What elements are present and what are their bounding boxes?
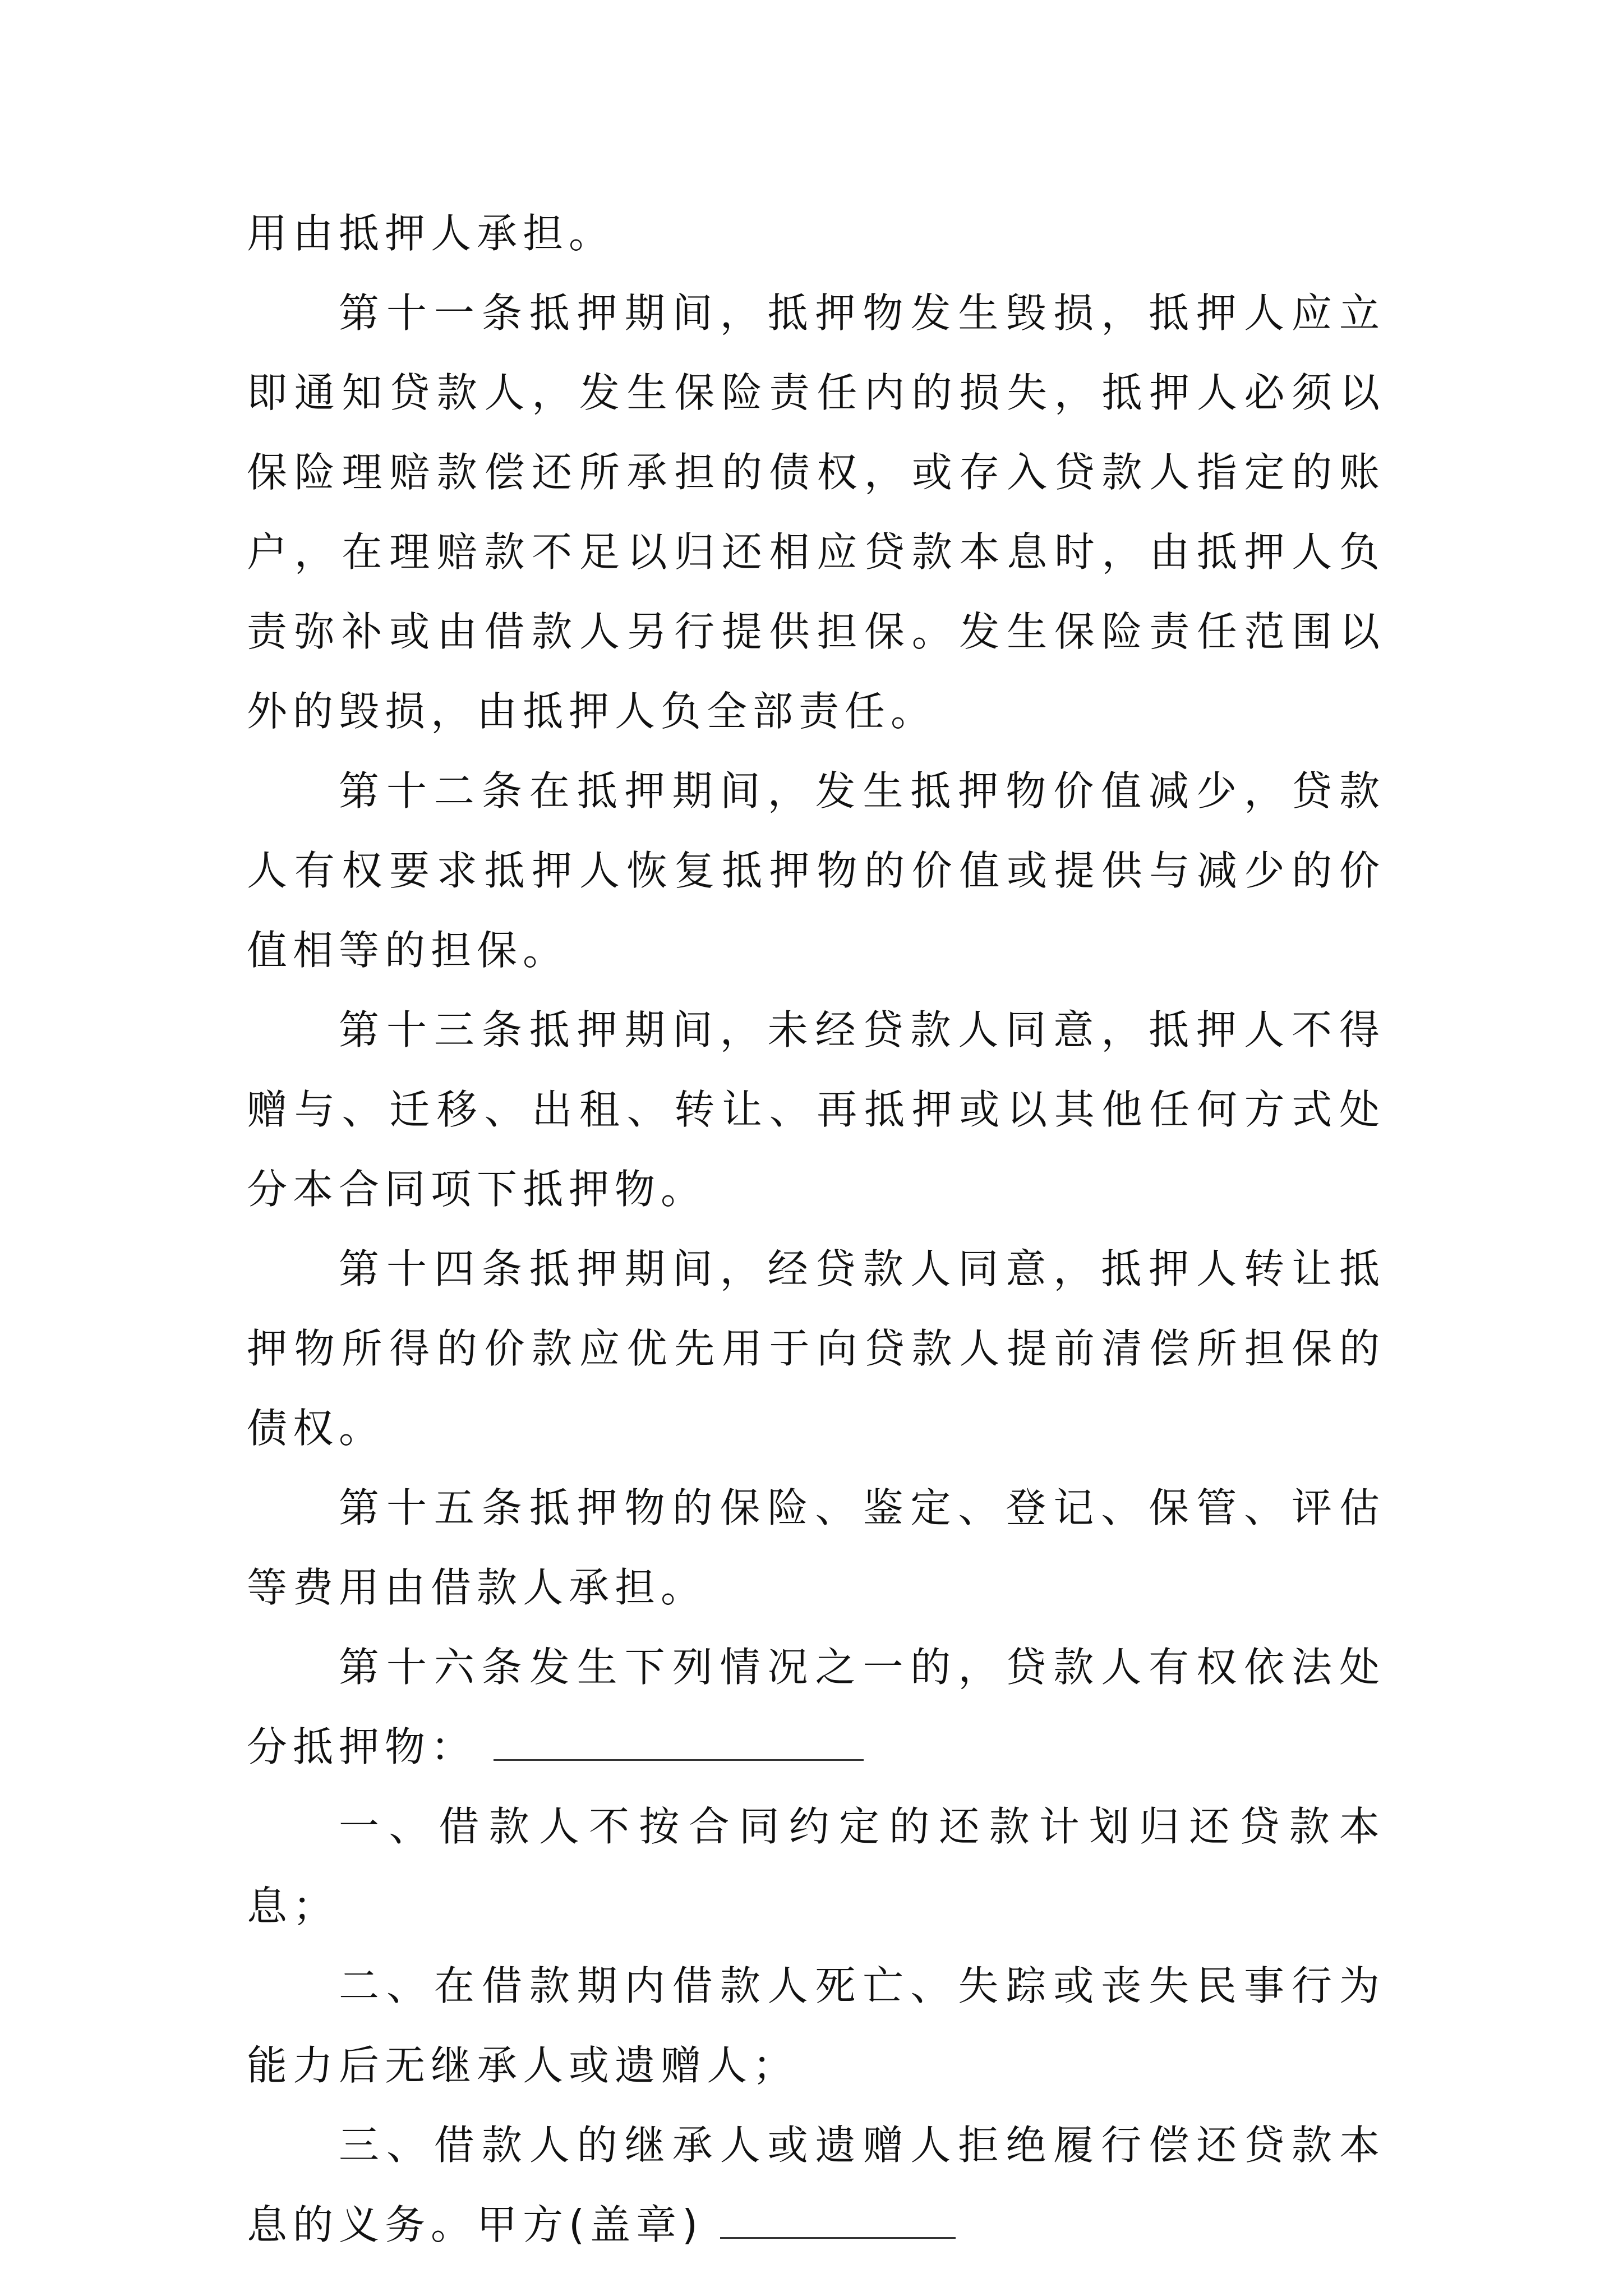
article-16 bbox=[247, 1627, 1385, 1787]
fill-in-blank-line bbox=[494, 1726, 864, 1761]
list-item-2: 二、在借款期内借款人死亡、失踪或丧失民事行为能力后无继承人或遗赠人； bbox=[247, 1962, 1385, 2089]
article-15: 第十五条抵押物的保险、鉴定、登记、保管、评估等费用由借款人承担。 bbox=[247, 1484, 1385, 1611]
article-11: 第十一条抵押期间，抵押物发生毁损，抵押人应立即通知贷款人，发生保险责任内的损失，抵押人必须以保险理赔款偿还所承担的债权，或存入贷款人指定的账户，在理赔款不足以归还相应贷款本息时，由抵押人负责弥补或由借款人另行提供担保。发生保险责任范围以外的毁损，由抵押人负全部责任。 bbox=[247, 289, 1385, 735]
signature-blank-line bbox=[720, 2203, 956, 2239]
article-14: 第十四条抵押期间，经贷款人同意，抵押人转让抵押物所得的价款应优先用于向贷款人提前清偿所担保的债权。 bbox=[247, 1245, 1385, 1452]
article-13: 第十三条抵押期间，未经贷款人同意，抵押人不得赠与、迁移、出租、转让、再抵押或以其他任何方式处分本合同项下抵押物。 bbox=[247, 1006, 1385, 1213]
list-item-3 bbox=[247, 2105, 1385, 2265]
paragraph-continuation: 用由抵押人承担。 bbox=[247, 210, 615, 257]
article-12: 第十二条在抵押期间，发生抵押物价值减少，贷款人有权要求抵押人恢复抵押物的价值或提供与减少的价值相等的担保。 bbox=[247, 767, 1385, 974]
list-item-1: 一、借款人不按合同约定的还款计划归还贷款本息； bbox=[247, 1803, 1385, 1930]
contract-body bbox=[247, 194, 1385, 2265]
article-16-text: 第十六条发生下列情况之一的，贷款人有权依法处分抵押物： bbox=[247, 1644, 1385, 1770]
list-item-3-text: 三、借款人的继承人或遗赠人拒绝履行偿还贷款本息的义务。甲方(盖章) bbox=[247, 2122, 1385, 2248]
